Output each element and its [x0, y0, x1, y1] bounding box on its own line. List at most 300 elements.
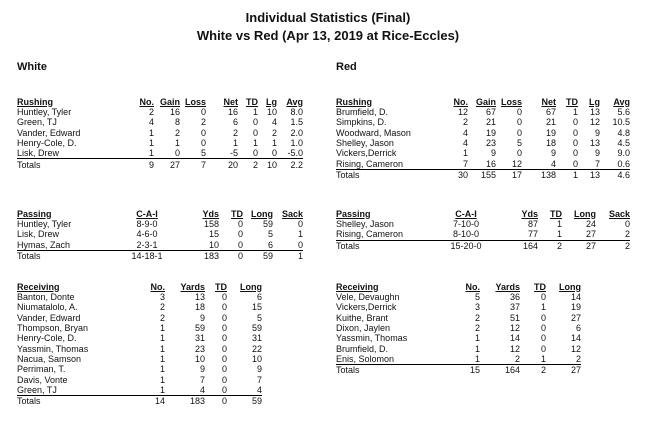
- column-header-c-a-i: C-A-I: [136, 208, 158, 219]
- stat-cell: 0: [221, 374, 227, 385]
- stat-cell: 1: [271, 138, 277, 149]
- table-row: [17, 292, 262, 302]
- stat-cell: 1: [159, 323, 165, 334]
- stat-cell: 2.0: [290, 127, 303, 138]
- total-cell: 9: [148, 159, 154, 170]
- stat-cell: 0: [516, 117, 522, 128]
- total-cell: 2.2: [290, 159, 303, 170]
- stat-cell: 4: [165, 385, 205, 396]
- column-header-c-a-i: C-A-I: [455, 208, 477, 219]
- player-name: Banton, Donte: [17, 292, 75, 303]
- stat-cell: 1: [122, 148, 154, 159]
- red-passing-table: [336, 208, 630, 251]
- stat-cell: 8-10-0: [436, 229, 496, 240]
- stat-cell: 31: [251, 333, 262, 344]
- stat-cell: 5: [180, 148, 206, 159]
- stat-cell: 1: [159, 353, 165, 364]
- stat-cell: 6: [256, 292, 262, 303]
- stat-cell: 7-10-0: [452, 219, 479, 230]
- stat-cell: 0: [572, 127, 578, 138]
- stat-cell: 59: [262, 219, 273, 230]
- player-name: Hymas, Zach: [17, 240, 117, 251]
- stat-cell: 7: [256, 374, 262, 385]
- column-header-avg: Avg: [286, 96, 303, 107]
- stat-cell: 31: [194, 333, 205, 344]
- total-cell: 13: [589, 169, 600, 180]
- stat-cell: 158: [203, 219, 219, 230]
- stat-cell: 13: [589, 107, 600, 118]
- stat-cell: 0: [237, 229, 243, 240]
- stat-cell: 14: [509, 333, 520, 344]
- column-header-lg: Lg: [266, 96, 277, 107]
- table-row: [336, 219, 630, 229]
- stat-cell: 0: [572, 117, 578, 128]
- column-header-passing: Passing: [17, 208, 52, 219]
- stat-cell: 2: [159, 312, 165, 323]
- white-receiving-table: [17, 281, 262, 406]
- player-name: Henry-Cole, D.: [17, 333, 77, 344]
- stat-cell: 19: [485, 127, 496, 138]
- column-header-td: TD: [550, 208, 562, 219]
- table-row: [336, 302, 581, 312]
- stat-cell: 37: [509, 302, 520, 313]
- stat-cell: 1: [297, 229, 303, 240]
- total-cell: 155: [480, 169, 496, 180]
- stat-cell: 4: [148, 117, 154, 128]
- table-row: [336, 158, 630, 169]
- column-header-rushing: Rushing: [17, 96, 53, 107]
- stat-cell: 1: [520, 354, 546, 365]
- totals-row: [17, 250, 303, 261]
- stat-cell: 18: [545, 138, 556, 149]
- stat-cell: 4: [227, 385, 262, 396]
- stat-cell: 9: [256, 364, 262, 375]
- stat-cell: 67: [485, 107, 496, 118]
- column-header-sack: Sack: [608, 208, 630, 219]
- stat-cell: 2: [596, 229, 630, 240]
- column-header-no: No.: [139, 96, 154, 107]
- stat-cell: 12: [496, 158, 522, 169]
- table-row: [336, 128, 630, 138]
- player-name: Brumfield, D.: [336, 343, 389, 354]
- player-name: Lisk, Drew: [17, 229, 60, 240]
- total-cell: 183: [203, 251, 219, 262]
- stat-cell: 9: [550, 148, 556, 159]
- header-row: [17, 96, 303, 107]
- stat-cell: 2: [159, 302, 165, 313]
- stat-cell: 9: [594, 148, 600, 159]
- stat-cell: 0: [540, 292, 546, 303]
- stat-cell: 14: [570, 292, 581, 303]
- column-header-yds: Yds: [521, 208, 538, 219]
- table-row: [336, 354, 581, 365]
- stat-cell: 14: [570, 333, 581, 344]
- column-header-net: Net: [223, 96, 238, 107]
- stat-cell: 5: [516, 138, 522, 149]
- stat-cell: 1: [159, 343, 165, 354]
- total-cell: 27: [570, 365, 581, 376]
- stat-cell: 7: [438, 158, 468, 169]
- stat-cell: 19: [545, 127, 556, 138]
- total-cell: 2: [624, 240, 630, 251]
- total-cell: 7: [200, 159, 206, 170]
- stat-cell: 0: [540, 323, 546, 334]
- player-name: Davis, Vonte: [17, 374, 68, 385]
- table-row: [17, 219, 303, 229]
- player-name: Kuithe, Brant: [336, 312, 389, 323]
- stat-cell: 0: [516, 127, 522, 138]
- stat-cell: 59: [251, 323, 262, 334]
- total-cell: 164: [504, 365, 520, 376]
- stat-cell: 0: [516, 107, 522, 118]
- stat-cell: 12: [457, 107, 468, 118]
- stat-cell: 10: [266, 107, 277, 118]
- stat-cell: 2: [546, 354, 581, 365]
- stat-cell: 1: [538, 229, 562, 240]
- total-cell: 30: [457, 169, 468, 180]
- stat-cell: 12: [570, 343, 581, 354]
- stat-cell: 77: [496, 229, 538, 240]
- totals-row: [336, 365, 581, 376]
- stat-cell: 9.0: [617, 148, 630, 159]
- stat-cell: 4.5: [617, 138, 630, 149]
- table-row: [17, 313, 262, 323]
- stat-cell: 15: [208, 229, 219, 240]
- stat-cell: 10: [251, 353, 262, 364]
- total-cell: 0: [221, 396, 227, 407]
- header-row: [17, 208, 303, 219]
- player-name: Green, TJ: [17, 117, 57, 128]
- stat-cell: 0: [154, 148, 180, 159]
- table-row: [17, 374, 262, 384]
- table-row: [17, 107, 303, 117]
- total-cell: 27: [585, 240, 596, 251]
- stat-cell: 0: [624, 219, 630, 230]
- total-cell: 59: [262, 251, 273, 262]
- stat-cell: 2: [271, 127, 277, 138]
- stat-cell: 0: [221, 364, 227, 375]
- table-row: [17, 240, 303, 251]
- stat-cell: 16: [468, 158, 496, 169]
- stat-cell: 2: [200, 117, 206, 128]
- player-name: Henry-Cole, D.: [17, 138, 77, 149]
- total-cell: 0: [237, 251, 243, 262]
- stat-cell: 0: [221, 333, 227, 344]
- stat-cell: 0: [252, 127, 258, 138]
- player-name: Enis, Solomon: [336, 354, 448, 365]
- total-cell: 1: [572, 169, 578, 180]
- stat-cell: 0: [221, 343, 227, 354]
- stat-cell: 1: [462, 148, 468, 159]
- stat-cell: 22: [251, 343, 262, 354]
- stat-cell: 9: [594, 127, 600, 138]
- stat-cell: 4-6-0: [136, 229, 158, 240]
- table-row: [17, 354, 262, 364]
- stat-cell: 0: [572, 138, 578, 149]
- player-name: Brumfield, D.: [336, 107, 389, 118]
- player-name: Lisk, Drew: [17, 148, 122, 159]
- stat-cell: 10: [194, 353, 205, 364]
- total-cell: 15-20-0: [450, 240, 482, 251]
- stat-cell: 27: [570, 312, 581, 323]
- stat-cell: 9: [199, 312, 205, 323]
- column-header-passing: Passing: [336, 208, 371, 219]
- column-header-yards: Yards: [495, 281, 520, 292]
- stat-cell: 9: [199, 364, 205, 375]
- stat-cell: 0: [258, 148, 277, 159]
- player-name: Shelley, Jason: [336, 138, 394, 149]
- table-row: [336, 333, 581, 343]
- stat-cell: 36: [509, 292, 520, 303]
- stat-cell: 0: [237, 219, 243, 230]
- report-title: Individual Statistics (Final): [245, 10, 411, 25]
- team-heading-white: White: [17, 61, 47, 73]
- totals-row: [336, 240, 630, 251]
- stat-cell: 1: [148, 138, 154, 149]
- white-rushing-table: [17, 96, 303, 170]
- stat-cell: 4: [271, 117, 277, 128]
- stat-cell: 0: [556, 158, 578, 169]
- table-row: [17, 302, 262, 312]
- table-row: [17, 333, 262, 343]
- stat-cell: 0: [221, 292, 227, 303]
- total-cell: 59: [251, 396, 262, 407]
- stat-cell: 59: [194, 323, 205, 334]
- stat-cell: 23: [485, 138, 496, 149]
- stat-cell: 51: [509, 312, 520, 323]
- stat-cell: 1: [148, 127, 154, 138]
- stat-cell: 23: [194, 343, 205, 354]
- stat-cell: 0: [200, 138, 206, 149]
- stat-cell: 2: [474, 323, 480, 334]
- stat-cell: 12: [589, 117, 600, 128]
- total-cell: 164: [522, 240, 538, 251]
- total-cell: 14-18-1: [131, 251, 163, 262]
- column-header-net: Net: [541, 96, 556, 107]
- game-subtitle: White vs Red (Apr 13, 2019 at Rice-Eccles): [196, 28, 460, 43]
- table-row: [17, 385, 262, 396]
- player-name: Green, TJ: [17, 385, 129, 396]
- header-row: [336, 208, 630, 219]
- stat-cell: 21: [545, 117, 556, 128]
- stat-cell: 1: [159, 374, 165, 385]
- stat-cell: 6: [232, 117, 238, 128]
- stat-cell: 0: [540, 343, 546, 354]
- stat-cell: 67: [545, 107, 556, 118]
- total-cell: 15: [469, 365, 480, 376]
- stat-cell: 0: [572, 148, 578, 159]
- column-header-yds: Yds: [202, 208, 219, 219]
- stat-cell: 12: [509, 343, 520, 354]
- column-header-rushing: Rushing: [336, 96, 372, 107]
- stat-cell: 4: [462, 127, 468, 138]
- stat-cell: 8: [174, 117, 180, 128]
- stat-cell: 4: [462, 138, 468, 149]
- column-header-td: TD: [231, 208, 243, 219]
- white-passing-table: [17, 208, 303, 261]
- stat-cell: 3: [159, 292, 165, 303]
- stat-cell: 16: [227, 107, 238, 118]
- stat-cell: -5.0: [277, 148, 303, 159]
- player-name: Vander, Edward: [17, 127, 81, 138]
- total-cell: 138: [540, 169, 556, 180]
- column-header-loss: Loss: [184, 96, 206, 107]
- stat-cell: 19: [570, 302, 581, 313]
- stat-cell: 16: [169, 107, 180, 118]
- player-name: Rising, Cameron: [336, 158, 438, 169]
- stat-cell: 0: [252, 117, 258, 128]
- totals-label: Totals: [336, 365, 360, 376]
- stat-cell: 13: [589, 138, 600, 149]
- stat-cell: 1: [474, 333, 480, 344]
- totals-label: Totals: [17, 251, 41, 262]
- table-row: [17, 323, 262, 333]
- red-receiving-table: [336, 281, 581, 375]
- stat-cell: 1: [174, 138, 180, 149]
- total-cell: 2: [540, 365, 546, 376]
- table-row: [17, 229, 303, 239]
- stat-cell: 2: [480, 354, 520, 365]
- stat-cell: 0: [273, 240, 303, 251]
- column-header-td: TD: [534, 281, 546, 292]
- player-name: Vickers,Derrick: [336, 148, 397, 159]
- column-header-gain: Gain: [159, 96, 180, 107]
- table-row: [17, 128, 303, 138]
- player-name: Huntley, Tyler: [17, 219, 72, 230]
- column-header-td: TD: [246, 96, 258, 107]
- stat-cell: 0: [200, 107, 206, 118]
- red-rushing-table: [336, 96, 630, 180]
- header-row: [336, 281, 581, 292]
- total-cell: 10: [266, 159, 277, 170]
- stat-cell: 0: [516, 148, 522, 159]
- total-cell: 1: [297, 251, 303, 262]
- stat-cell: 8-9-0: [136, 219, 158, 230]
- player-name: Niumatalolo, A.: [17, 302, 78, 313]
- header-row: [336, 96, 630, 107]
- column-header-gain: Gain: [475, 96, 496, 107]
- totals-row: [17, 395, 262, 406]
- stat-cell: 1: [448, 354, 480, 365]
- total-cell: 14: [154, 396, 165, 407]
- stat-cell: 0: [540, 333, 546, 344]
- totals-row: [336, 169, 630, 180]
- stat-cell: 1: [540, 302, 546, 313]
- column-header-td: TD: [215, 281, 227, 292]
- table-row: [336, 229, 630, 240]
- player-name: Yassmin, Thomas: [17, 343, 89, 354]
- table-row: [17, 148, 303, 159]
- total-cell: 20: [227, 159, 238, 170]
- header-row: [17, 281, 262, 292]
- column-header-no: No.: [465, 281, 480, 292]
- totals-label: Totals: [336, 169, 360, 180]
- column-header-receiving: Receiving: [17, 281, 60, 292]
- column-header-long: Long: [559, 281, 581, 292]
- column-header-long: Long: [240, 281, 262, 292]
- stat-cell: 87: [527, 219, 538, 230]
- table-row: [17, 117, 303, 127]
- stat-cell: 13: [194, 292, 205, 303]
- column-header-lg: Lg: [589, 96, 600, 107]
- stat-cell: 9: [490, 148, 496, 159]
- table-row: [336, 292, 581, 302]
- column-header-avg: Avg: [613, 96, 630, 107]
- stat-cell: 1: [159, 333, 165, 344]
- stat-cell: 4: [522, 158, 556, 169]
- stat-cell: 6: [243, 240, 273, 251]
- totals-label: Totals: [17, 396, 41, 407]
- column-header-td: TD: [566, 96, 578, 107]
- player-name: Dixon, Jaylen: [336, 323, 391, 334]
- table-row: [336, 138, 630, 148]
- stat-cell: 5: [474, 292, 480, 303]
- total-cell: 183: [189, 396, 205, 407]
- column-header-loss: Loss: [500, 96, 522, 107]
- stat-cell: 0: [205, 385, 227, 396]
- table-row: [336, 107, 630, 117]
- stat-cell: 0: [540, 312, 546, 323]
- stat-cell: 0: [221, 302, 227, 313]
- total-cell: 17: [511, 169, 522, 180]
- stat-cell: 7: [199, 374, 205, 385]
- column-header-yards: Yards: [180, 281, 205, 292]
- stat-cell: 27: [562, 229, 596, 240]
- totals-row: [17, 159, 303, 170]
- stat-cell: 5: [256, 312, 262, 323]
- stat-cell: 12: [509, 323, 520, 334]
- stat-cell: 2: [474, 312, 480, 323]
- stat-cell: 1: [232, 138, 238, 149]
- player-name: Vele, Devaughn: [336, 292, 400, 303]
- stat-cell: 2: [174, 127, 180, 138]
- table-row: [17, 138, 303, 148]
- table-row: [17, 364, 262, 374]
- column-header-sack: Sack: [281, 208, 303, 219]
- totals-label: Totals: [17, 159, 41, 170]
- stat-cell: 8.0: [290, 107, 303, 118]
- stat-cell: 1: [159, 364, 165, 375]
- column-header-long: Long: [251, 208, 273, 219]
- column-header-receiving: Receiving: [336, 281, 379, 292]
- table-row: [336, 148, 630, 158]
- stat-cell: 24: [585, 219, 596, 230]
- stat-cell: 1: [252, 107, 258, 118]
- table-row: [17, 343, 262, 353]
- stat-cell: 10: [177, 240, 219, 251]
- player-name: Thompson, Bryan: [17, 323, 89, 334]
- player-name: Woodward, Mason: [336, 127, 411, 138]
- stat-cell: -5: [206, 148, 238, 159]
- stat-cell: 7: [578, 158, 600, 169]
- player-name: Vander, Edward: [17, 312, 81, 323]
- table-row: [336, 117, 630, 127]
- stat-cell: 2: [148, 107, 154, 118]
- stat-cell: 18: [194, 302, 205, 313]
- stat-cell: 1: [252, 138, 258, 149]
- table-row: [336, 323, 581, 333]
- stat-cell: 0: [221, 353, 227, 364]
- total-cell: 2: [556, 240, 562, 251]
- player-name: Vickers,Derrick: [336, 302, 397, 313]
- stat-cell: 3: [474, 302, 480, 313]
- stat-cell: 1.5: [290, 117, 303, 128]
- stat-cell: 15: [251, 302, 262, 313]
- stat-cell: 0: [200, 127, 206, 138]
- stat-cell: 0: [238, 148, 258, 159]
- player-name: Shelley, Jason: [336, 219, 394, 230]
- column-header-no: No.: [453, 96, 468, 107]
